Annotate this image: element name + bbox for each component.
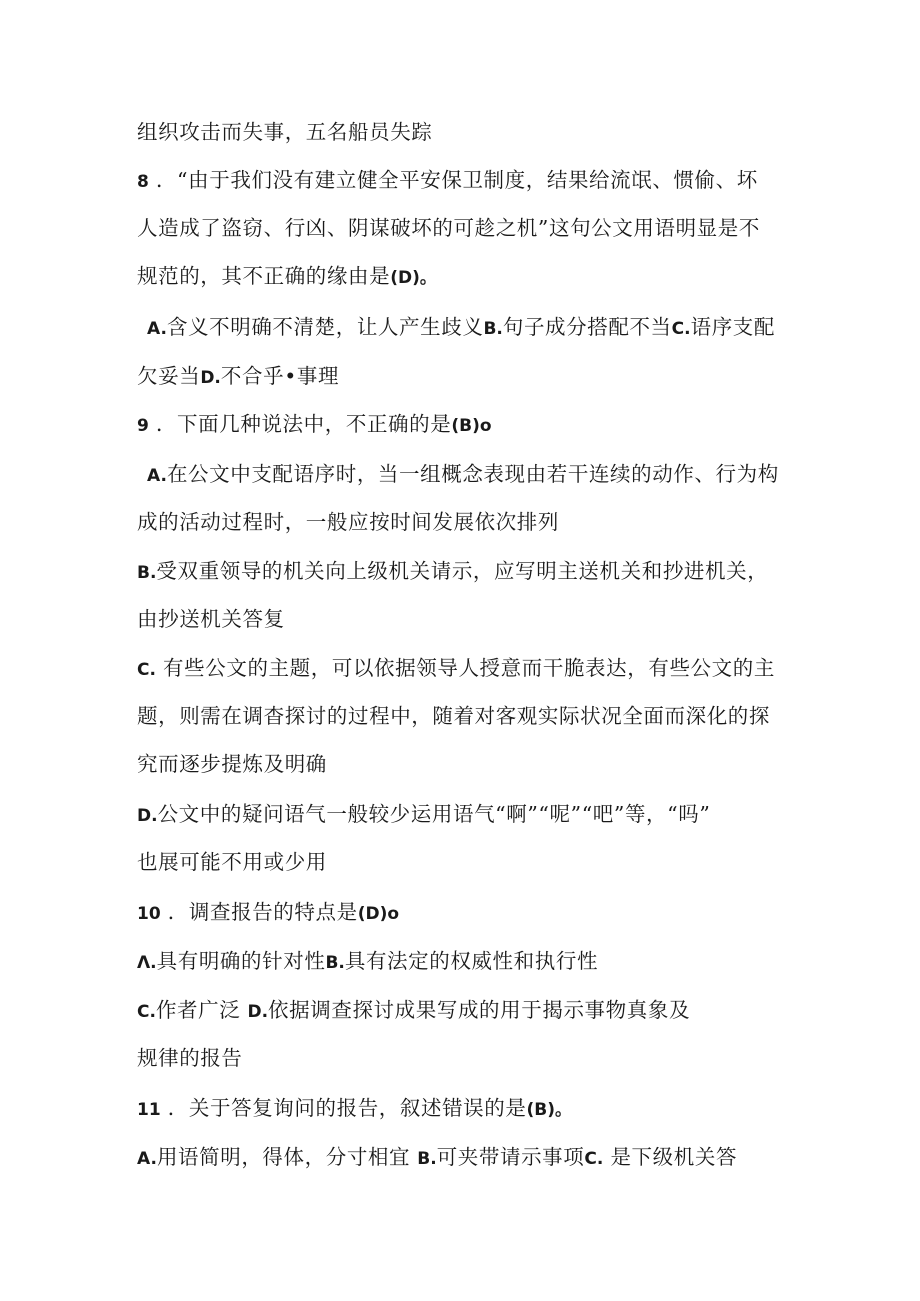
question-9-option-d-line-1 (137, 800, 710, 830)
text-segment: 组织攻击而失事，五名船员失踪 (137, 120, 433, 144)
text-label-bold: (D)。 (390, 268, 437, 288)
text-segment: 题，则需在调杳探讨的过程中，随着对客观实际状况全面而深化的探 (137, 704, 770, 728)
text-label-bold: (B)。 (526, 1100, 572, 1120)
text-label-bold: B. (137, 563, 157, 583)
question-8-stem-line-3 (137, 262, 437, 292)
text-segment: 欠妥当 (137, 364, 201, 388)
text-segment: 具有法定的权威性和执行性 (344, 949, 599, 973)
question-8-options-line-2 (137, 362, 339, 392)
question-9-option-a-line-2 (137, 508, 559, 536)
text-segment: 可夹带请示事项 (436, 1145, 585, 1169)
text-segment: 公文中的疑问语气一般较少运用语气“啊”“呢”“吧”等，“吗” (157, 802, 711, 826)
text-segment: 作者广泛 (155, 998, 248, 1022)
text-label-bold: A. (147, 466, 167, 486)
text-segment: 究而逐步提炼及明确 (137, 752, 327, 776)
text-segment: 成的活动过程时，一般应按时间发展依次排列 (137, 510, 559, 534)
text-label-bold: A. (147, 319, 167, 339)
question-9-option-d-line-2 (137, 848, 327, 876)
text-label-bold: (D)o (357, 904, 400, 924)
text-label-bold: B. (417, 1149, 437, 1169)
text-label-bold: A. (137, 1149, 157, 1169)
question-9-option-b-line-2 (137, 605, 285, 633)
text-segment: 依据调查探讨成果写成的用于揭示事物真象及 (268, 998, 691, 1022)
text-segment: ．关于答复询问的报告，叙述错误的是 (160, 1096, 527, 1120)
question-8-stem-line-1 (137, 166, 758, 196)
text-segment: 受双重领导的机关向上级机关请示，应写明主送机关和抄进机关， (156, 559, 769, 583)
question-9-option-c-line-2 (137, 702, 770, 730)
text-segment: 人造成了盗窃、行凶、阴谋破坏的可趁之机”这句公文用语明显是不 (137, 216, 760, 240)
text-label-bold: D. (137, 806, 158, 826)
text-segment: 在公文中支配语序时，当一组概念表现由若干连续的动作、行为构 (166, 462, 779, 486)
text-segment: 也展可能不用或少用 (137, 850, 327, 874)
text-label-bold: C. (137, 660, 156, 680)
text-label-bold: B. (483, 319, 503, 339)
text-segment: ．调查报告的特点是 (160, 900, 358, 924)
question-9-option-c-line-3 (137, 750, 327, 778)
question-10-options-line-1 (137, 947, 598, 977)
question-10-options-line-3 (137, 1044, 243, 1072)
text-segment: 用语简明，得体，分寸相宜 (156, 1145, 418, 1169)
text-segment: 具有明确的针对性 (156, 949, 326, 973)
question-9-stem (137, 410, 492, 440)
text-label-bold: 8 (137, 172, 149, 192)
text-segment: 规律的报告 (137, 1046, 243, 1070)
text-segment: 规范的，其不正确的缘由是 (137, 264, 391, 288)
text-label-bold: (B)o (451, 416, 492, 436)
text-label-bold: D. (200, 368, 221, 388)
text-segment: 不合乎•事理 (220, 364, 340, 388)
text-label-bold: 10 (137, 904, 161, 924)
question-8-options-line-1 (147, 313, 775, 343)
text-segment: 含义不明确不清楚，让人产生歧义 (166, 315, 484, 339)
text-label-bold: 9 (137, 416, 149, 436)
question-9-option-c-line-1 (137, 654, 775, 684)
text-segment: 有些公文的主题，可以依据领导人授意而干脆表达，有些公文的主 (155, 656, 775, 680)
text-label-bold: C. (137, 1002, 156, 1022)
text-segment: ．下面几种说法中，不正确的是 (148, 412, 452, 436)
question-11-options-line-1 (137, 1143, 737, 1173)
question-8-stem-line-2 (137, 214, 760, 242)
text-segment: 由抄送机关答复 (137, 607, 285, 631)
question-10-stem (137, 898, 399, 928)
text-label-bold: Λ. (137, 953, 157, 973)
text-line-continuation (137, 118, 432, 146)
text-label-bold: 11 (137, 1100, 161, 1120)
text-segment: 句子成分搭配不当 (502, 315, 672, 339)
question-10-options-line-2 (137, 996, 690, 1026)
text-label-bold: B. (325, 953, 345, 973)
text-segment: 语序支配 (690, 315, 776, 339)
text-segment: ．“由于我们没有建立健全平安保卫制度，结果给流氓、惯偷、坏 (148, 168, 758, 192)
question-11-stem (137, 1094, 572, 1124)
text-label-bold: C. (671, 319, 691, 339)
text-label-bold: D. (247, 1002, 269, 1022)
question-9-option-a-line-1 (147, 460, 779, 490)
text-label-bold: C. (584, 1149, 604, 1169)
text-segment: 是下级机关答 (603, 1145, 738, 1169)
question-9-option-b-line-1 (137, 557, 768, 587)
